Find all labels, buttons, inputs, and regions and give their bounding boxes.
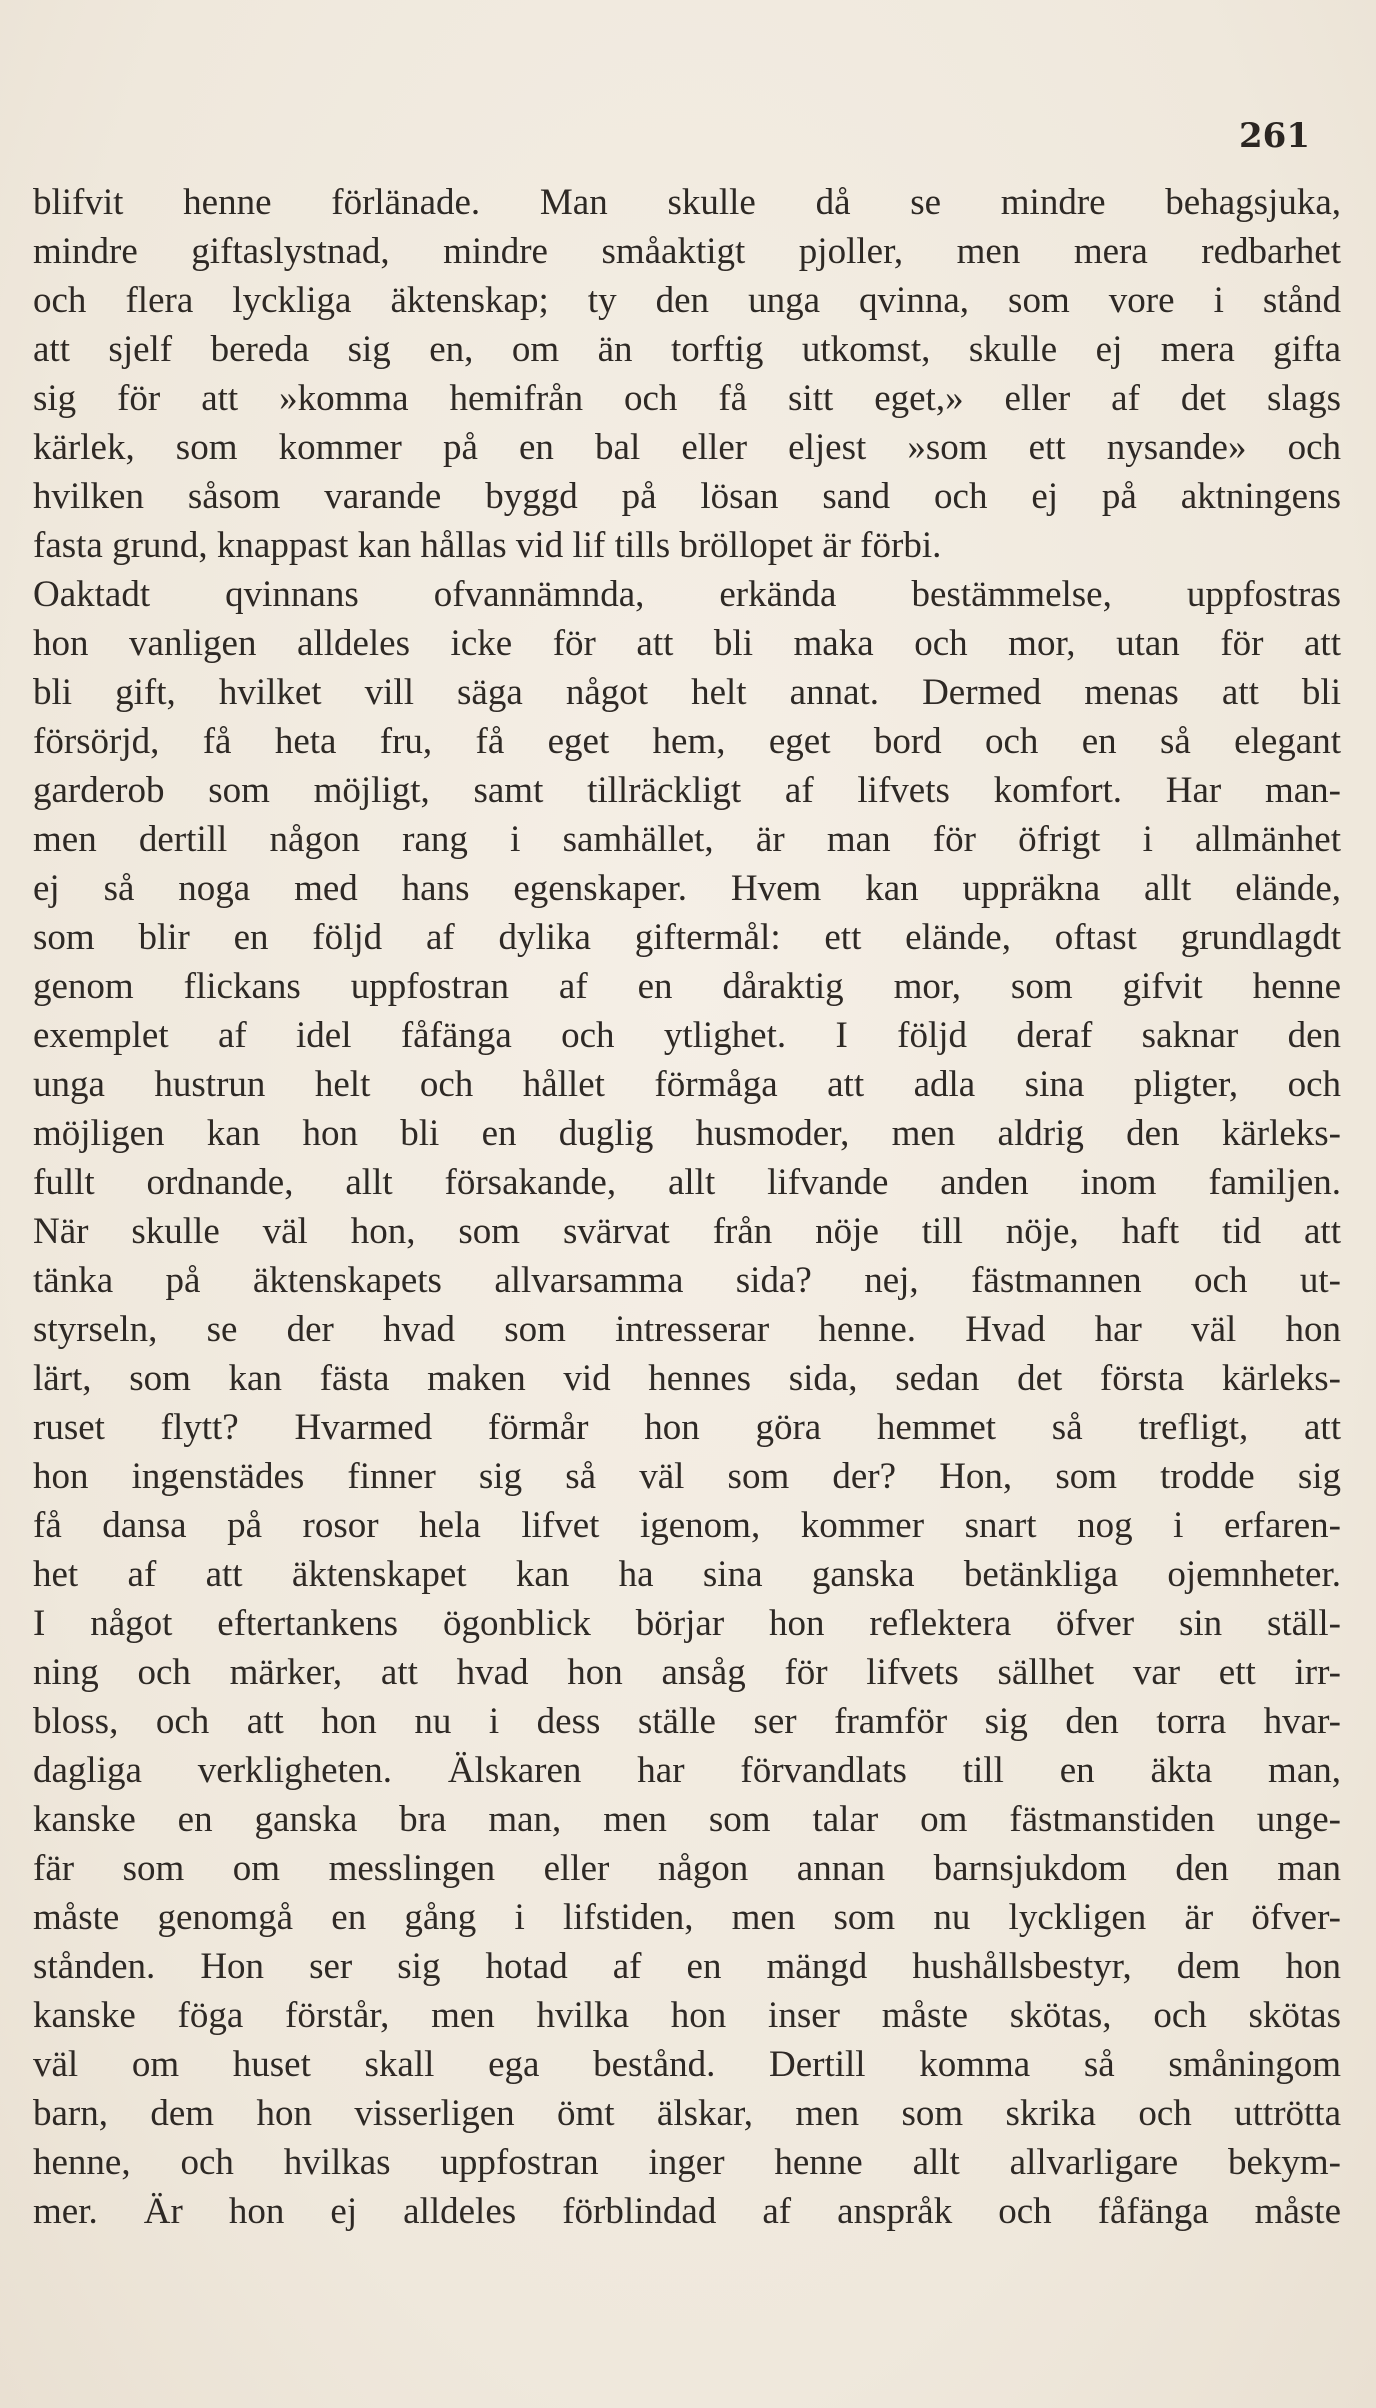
text-line: fär som om messlingen eller någon annan barnsjukdom den man xyxy=(33,1848,1341,1889)
text-line: mindre giftaslystnad, mindre småaktigt pjoller, men mera redbarhet xyxy=(33,231,1341,272)
text-line: hvilken såsom varande byggd på lösan sand och ej på aktningens xyxy=(33,476,1341,517)
text-line: kanske en ganska bra man, men som talar om fästmanstiden unge- xyxy=(33,1799,1341,1840)
text-line: sig för att »komma hemifrån och få sitt eget,» eller af det slags xyxy=(33,378,1341,419)
text-line: lärt, som kan fästa maken vid hennes sida, sedan det första kärleks- xyxy=(33,1358,1341,1399)
text-line: ruset flytt? Hvarmed förmår hon göra hemmet så trefligt, att xyxy=(33,1407,1341,1448)
text-line: hon ingenstädes finner sig så väl som der? Hon, som trodde sig xyxy=(33,1456,1341,1497)
text-line: genom flickans uppfostran af en dåraktig mor, som gifvit henne xyxy=(33,966,1341,1007)
text-line: mer. Är hon ej alldeles förblindad af anspråk och fåfänga måste xyxy=(33,2191,1341,2232)
text-line: få dansa på rosor hela lifvet igenom, kommer snart nog i erfaren- xyxy=(33,1505,1341,1546)
text-line: exemplet af idel fåfänga och ytlighet. I följd deraf saknar den xyxy=(33,1015,1341,1056)
text-line: dagliga verkligheten. Älskaren har förvandlats till en äkta man, xyxy=(33,1750,1341,1791)
text-line: bloss, och att hon nu i dess ställe ser framför sig den torra hvar- xyxy=(33,1701,1341,1742)
text-line: måste genomgå en gång i lifstiden, men som nu lyckligen är öfver- xyxy=(33,1897,1341,1938)
text-line: men dertill någon rang i samhället, är man för öfrigt i allmänhet xyxy=(33,819,1341,860)
text-line: och flera lyckliga äktenskap; ty den unga qvinna, som vore i stånd xyxy=(33,280,1341,321)
text-line: hon vanligen alldeles icke för att bli maka och mor, utan för att xyxy=(33,623,1341,664)
text-line: garderob som möjligt, samt tillräckligt af lifvets komfort. Har man- xyxy=(33,770,1341,811)
text-line: kanske föga förstår, men hvilka hon inser måste skötas, och skötas xyxy=(33,1995,1341,2036)
text-line: som blir en följd af dylika giftermål: ett elände, oftast grundlagdt xyxy=(33,917,1341,958)
text-line: När skulle väl hon, som svärvat från nöje till nöje, haft tid att xyxy=(33,1211,1341,1252)
text-line: henne, och hvilkas uppfostran inger henne allt allvarligare bekym- xyxy=(33,2142,1341,2183)
text-line: tänka på äktenskapets allvarsamma sida? nej, fästmannen och ut- xyxy=(33,1260,1341,1301)
text-line: ej så noga med hans egenskaper. Hvem kan uppräkna allt elände, xyxy=(33,868,1341,909)
text-line: styrseln, se der hvad som intresserar henne. Hvad har väl hon xyxy=(33,1309,1341,1350)
text-line: stånden. Hon ser sig hotad af en mängd hushållsbestyr, dem hon xyxy=(33,1946,1341,1987)
text-line: bli gift, hvilket vill säga något helt annat. Dermed menas att bli xyxy=(33,672,1341,713)
text-line: fullt ordnande, allt försakande, allt lifvande anden inom familjen. xyxy=(33,1162,1341,1203)
text-line: kärlek, som kommer på en bal eller eljest »som ett nysande» och xyxy=(33,427,1341,468)
text-line: barn, dem hon visserligen ömt älskar, men som skrika och uttrötta xyxy=(33,2093,1341,2134)
text-line: unga hustrun helt och hållet förmåga att adla sina pligter, och xyxy=(33,1064,1341,1105)
text-line: att sjelf bereda sig en, om än torftig utkomst, skulle ej mera gifta xyxy=(33,329,1341,370)
text-line: fasta grund, knappast kan hållas vid lif tills bröllopet är förbi. xyxy=(33,525,942,566)
text-line: Oaktadt qvinnans ofvannämnda, erkända bestämmelse, uppfostras xyxy=(33,574,1341,615)
text-line: ning och märker, att hvad hon ansåg för lifvets sällhet var ett irr- xyxy=(33,1652,1341,1693)
text-line: försörjd, få heta fru, få eget hem, eget bord och en så elegant xyxy=(33,721,1341,762)
text-line: blifvit henne förlänade. Man skulle då se mindre behagsjuka, xyxy=(33,182,1341,223)
text-line: väl om huset skall ega bestånd. Dertill komma så småningom xyxy=(33,2044,1341,2085)
text-line: I något eftertankens ögonblick börjar hon reflektera öfver sin ställ- xyxy=(33,1603,1341,1644)
text-line: het af att äktenskapet kan ha sina ganska betänkliga ojemnheter. xyxy=(33,1554,1341,1595)
text-line: möjligen kan hon bli en duglig husmoder, men aldrig den kärleks- xyxy=(33,1113,1341,1154)
page-number: 261 xyxy=(1239,116,1310,156)
body-text xyxy=(33,178,1341,2236)
